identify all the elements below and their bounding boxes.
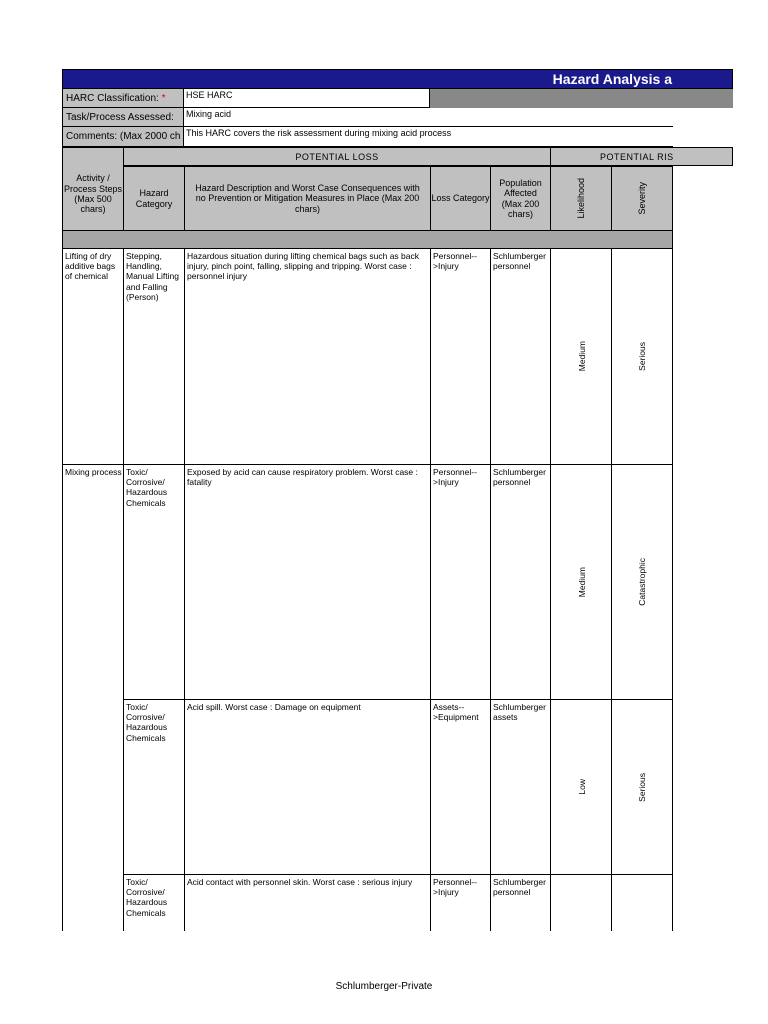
hazard-description-cell: Acid spill. Worst case : Damage on equipment <box>184 700 431 874</box>
section-spacer <box>62 231 673 249</box>
loss-category-header: Loss Category <box>430 166 491 231</box>
severity-value: Catastrophic <box>637 558 647 606</box>
classification-label <box>62 89 184 108</box>
population-cell: Schlumberger assets <box>490 700 551 874</box>
page-title: Hazard Analysis a <box>552 71 672 87</box>
potential-loss-header: POTENTIAL LOSS <box>123 147 551 166</box>
comments-field[interactable]: This HARC covers the risk assessment during mixing acid process <box>184 127 673 147</box>
likelihood-cell <box>550 875 612 931</box>
hazard-category-cell: Toxic/ Corrosive/ Hazardous Chemicals <box>123 875 185 931</box>
activity-header: Activity / Process Steps (Max 500 chars) <box>62 147 124 231</box>
required-marker: * <box>161 93 166 104</box>
task-label: Task/Process Assessed: <box>62 108 184 127</box>
severity-value: Serious <box>637 342 647 371</box>
hazard-description-cell: Exposed by acid can cause respiratory problem. Worst case : fatality <box>184 465 431 699</box>
potential-risk-header: POTENTIAL RIS <box>550 147 733 166</box>
activity-cell: Mixing process <box>62 465 124 931</box>
hazard-category-cell: Toxic/ Corrosive/ Hazardous Chemicals <box>123 465 185 699</box>
likelihood-header-text: Likelihood <box>575 178 586 219</box>
hazard-description-cell: Hazardous situation during lifting chemical bags such as back injury, pinch point, falling, slipping and tripping. Worst case : personnel injury <box>184 249 431 464</box>
hazard-description-cell: Acid contact with personnel skin. Worst case : serious injury <box>184 875 431 931</box>
loss-category-cell: Personnel-->Injury <box>430 465 491 699</box>
title-bar <box>62 69 733 89</box>
severity-value: Serious <box>637 772 647 802</box>
population-cell: Schlumberger personnel <box>490 465 551 699</box>
likelihood-cell <box>550 700 612 874</box>
severity-header <box>611 166 673 231</box>
comments-label: Comments: (Max 2000 ch <box>62 127 184 147</box>
likelihood-cell <box>550 249 612 464</box>
loss-category-cell: Personnel-->Injury <box>430 875 491 931</box>
likelihood-value: Medium <box>576 341 587 372</box>
classification-filler-right <box>672 89 733 108</box>
task-field[interactable]: Mixing acid <box>184 108 673 127</box>
classification-label-text: HARC Classification: <box>66 93 159 104</box>
likelihood-value: Low <box>576 779 587 795</box>
hazard-category-cell: Stepping, Handling, Manual Lifting and Falling (Person) <box>123 249 185 464</box>
population-header: Population Affected (Max 200 chars) <box>490 166 551 231</box>
severity-cell <box>611 700 673 874</box>
severity-header-text: Severity <box>636 182 647 215</box>
classification-field[interactable]: HSE HARC <box>184 89 430 108</box>
hazard-category-cell: Toxic/ Corrosive/ Hazardous Chemicals <box>123 700 185 874</box>
likelihood-header <box>550 166 612 231</box>
likelihood-value: Medium <box>576 566 587 598</box>
hazard-description-header: Hazard Description and Worst Case Consequences with no Prevention or Mitigation Measures in Place (Max 200 chars) <box>184 166 431 231</box>
loss-category-cell: Assets-->Equipment <box>430 700 491 874</box>
severity-cell <box>611 249 673 464</box>
footer-classification: Schlumberger-Private <box>335 981 433 992</box>
population-cell: Schlumberger personnel <box>490 249 551 464</box>
activity-cell: Lifting of dry additive bags of chemical <box>62 249 124 464</box>
severity-cell <box>611 465 673 699</box>
loss-category-cell: Personnel-->Injury <box>430 249 491 464</box>
hazard-category-header: Hazard Category <box>123 166 185 231</box>
population-cell: Schlumberger personnel <box>490 875 551 931</box>
severity-cell <box>611 875 673 931</box>
classification-filler <box>430 89 672 108</box>
likelihood-cell <box>550 465 612 699</box>
